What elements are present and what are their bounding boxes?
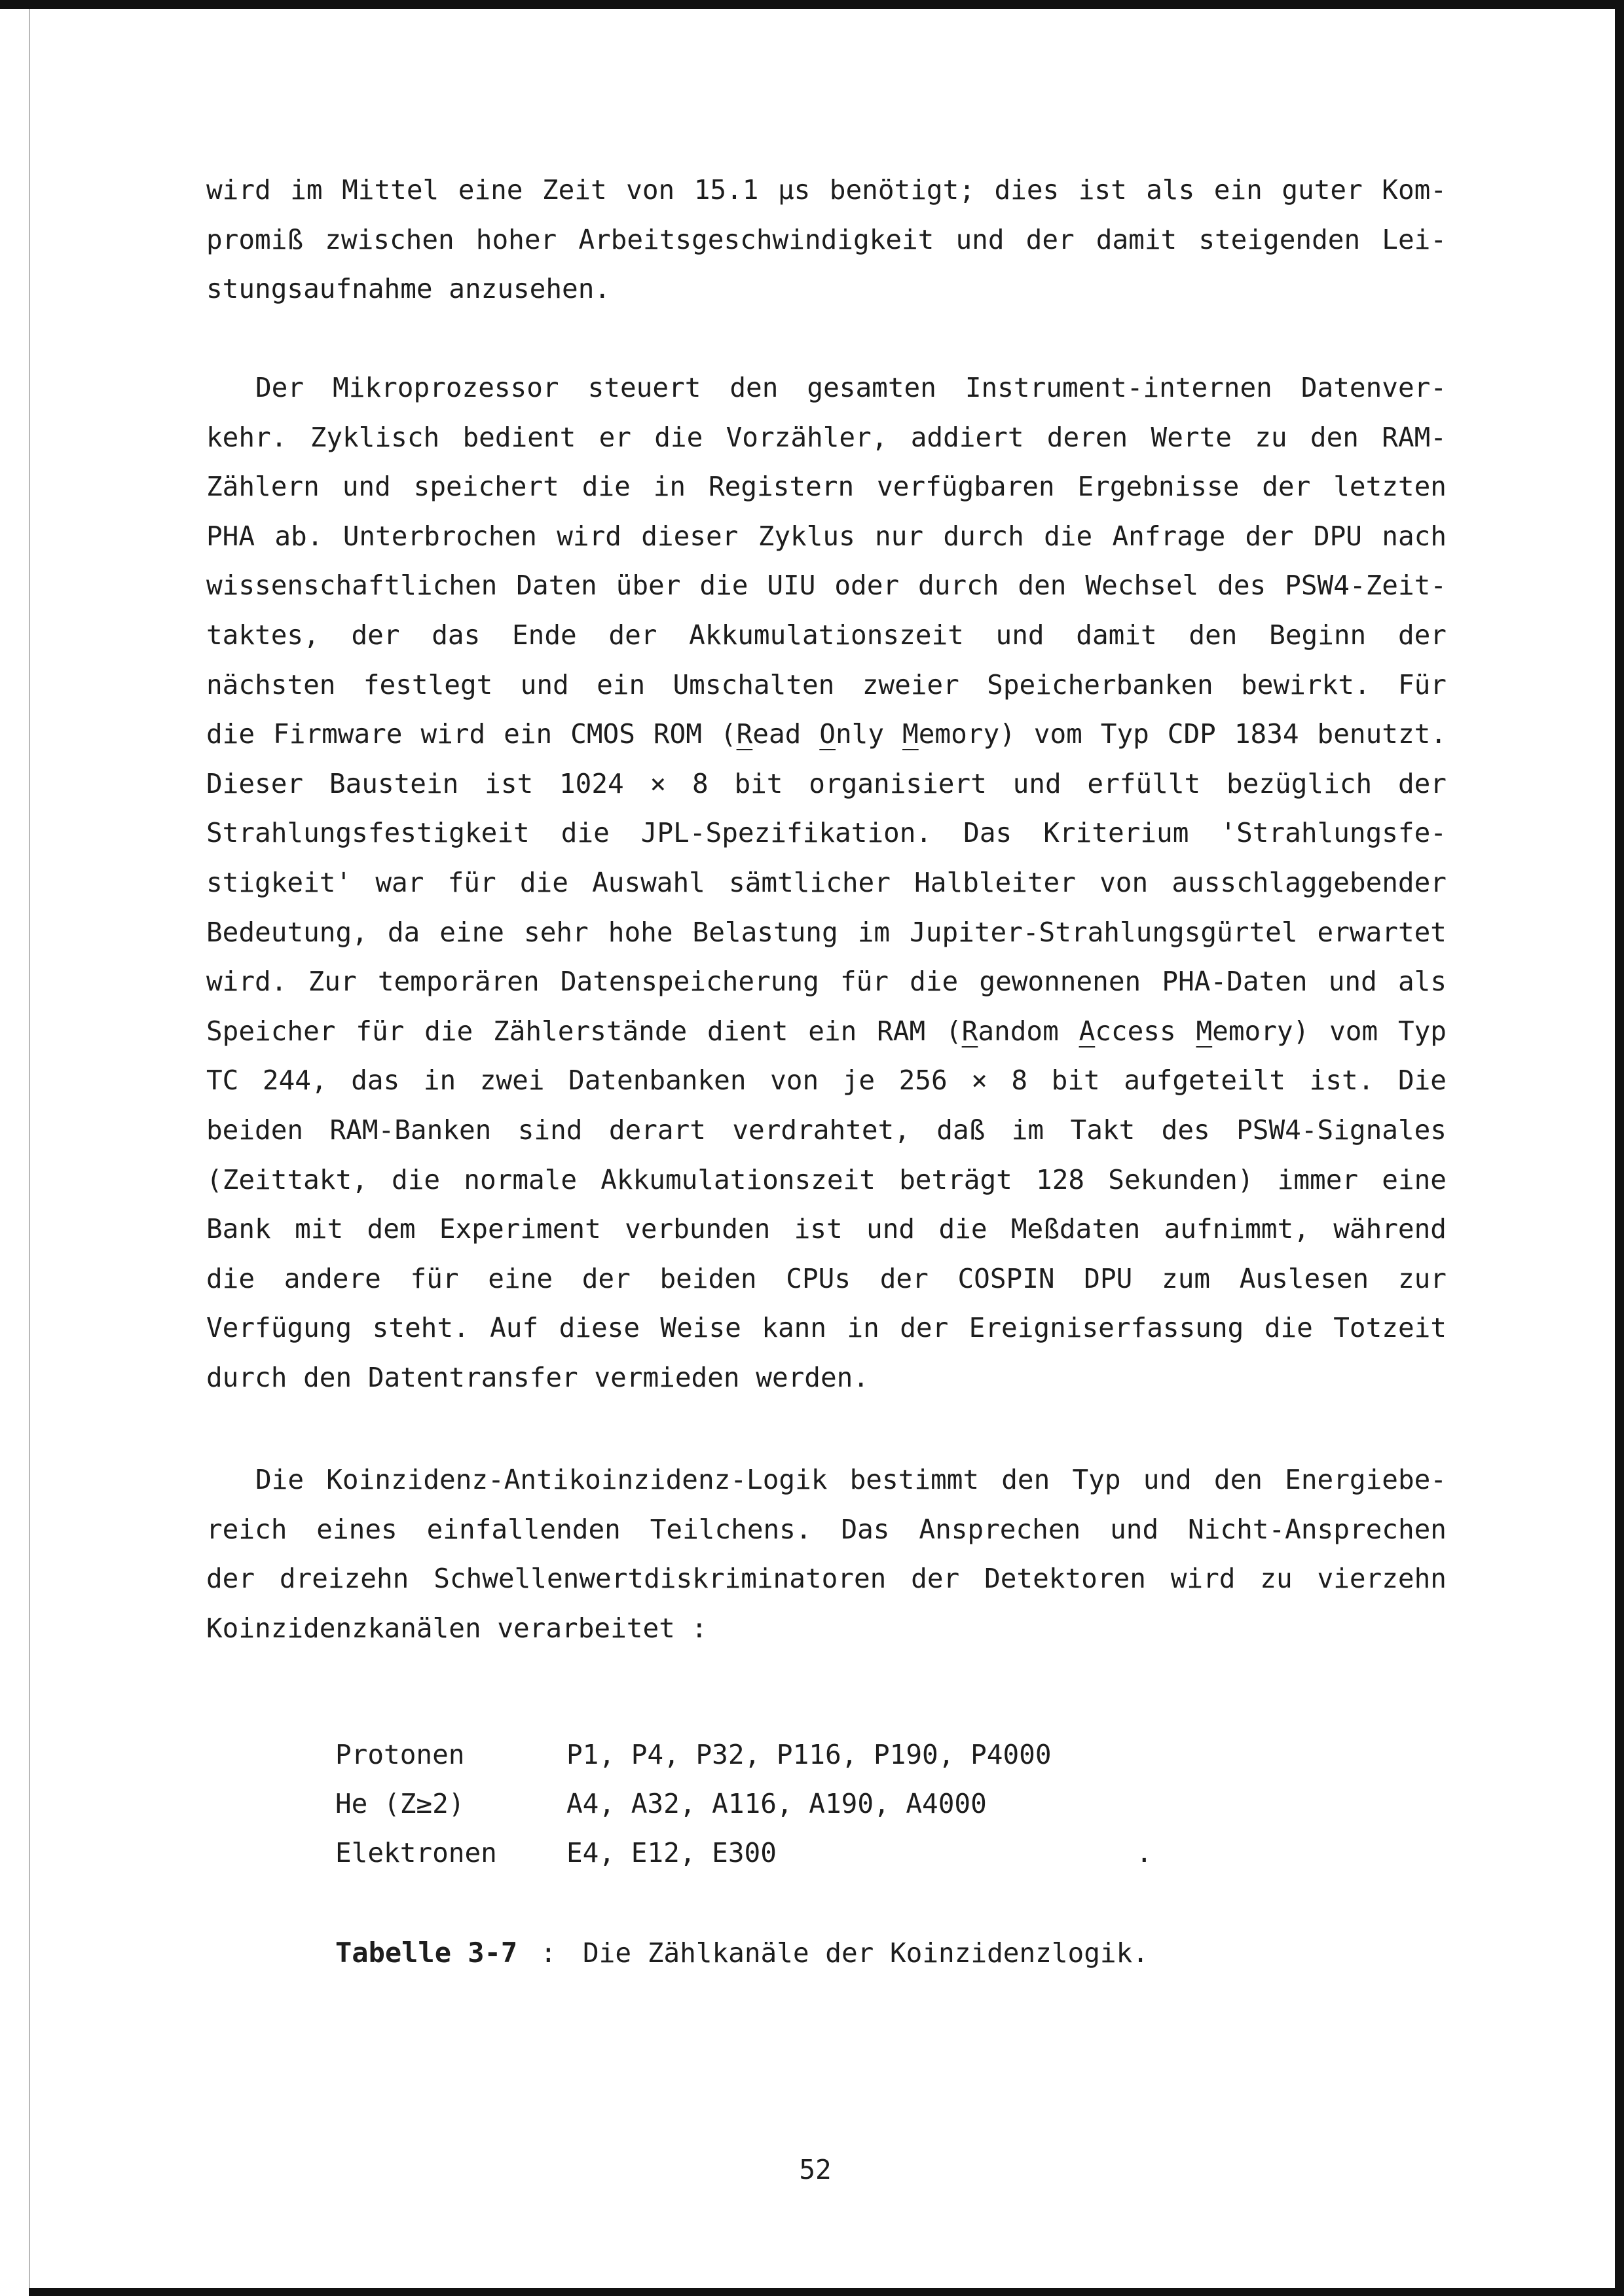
text-segment: beiden RAM-Banken sind derart verdrahtet, daß im Takt des PSW4-Signales xyxy=(206,1114,1447,1146)
text-line xyxy=(206,1056,1447,1106)
text-segment: PHA ab. Unterbrochen wird dieser Zyklus nur durch die Anfrage der DPU nach xyxy=(206,520,1447,552)
text-line xyxy=(206,264,1447,314)
text-segment: wird im Mittel eine Zeit von 15.1 μs benötigt; dies ist als ein guter Kom- xyxy=(206,174,1447,206)
trailing-period: . xyxy=(1136,1837,1153,1868)
table-row xyxy=(335,1730,1252,1779)
caption-separator: : xyxy=(540,1937,557,1969)
underlined-letter: M xyxy=(1196,1015,1213,1047)
table-row xyxy=(335,1829,1252,1878)
text-segment: Bank mit dem Experiment verbunden ist und die Meßdaten aufnimmt, während xyxy=(206,1213,1447,1245)
text-segment: emory) vom Typ xyxy=(1212,1015,1447,1047)
text-line xyxy=(206,413,1447,463)
text-segment: Koinzidenzkanälen verarbeitet : xyxy=(206,1612,708,1644)
text-line xyxy=(206,611,1447,661)
text-line xyxy=(206,759,1447,809)
particle-type-label: He (Z≥2) xyxy=(335,1788,465,1819)
scan-frame-left xyxy=(29,9,30,2288)
paragraph-coincidence-logic xyxy=(206,1455,1447,1653)
caption-text: Die Zählkanäle der Koinzidenzlogik. xyxy=(583,1937,1149,1969)
text-line xyxy=(206,1205,1447,1254)
text-segment: Strahlungsfestigkeit die JPL-Spezifikation. Das Kriterium 'Strahlungsfe- xyxy=(206,817,1447,849)
text-segment: ccess xyxy=(1095,1015,1196,1047)
text-segment: durch den Datentransfer vermieden werden. xyxy=(206,1361,870,1393)
table-row xyxy=(335,1779,1252,1829)
text-segment: die andere für eine der beiden CPUs der COSPIN DPU zum Auslesen zur xyxy=(206,1262,1447,1294)
text-segment: TC 244, das in zwei Datenbanken von je 256 × 8 bit aufgeteilt ist. Die xyxy=(206,1065,1447,1097)
text-line xyxy=(206,1254,1447,1304)
scan-frame-right xyxy=(1615,0,1624,2296)
text-segment: wissenschaftlichen Daten über die UIU oder durch den Wechsel des PSW4-Zeit- xyxy=(206,570,1447,602)
scan-frame-bottom xyxy=(29,2288,1624,2296)
text-segment: der dreizehn Schwellenwertdiskriminatoren der Detektoren wird zu vierzehn xyxy=(206,1563,1447,1595)
text-line xyxy=(206,1007,1447,1057)
text-line xyxy=(206,1455,1447,1505)
text-segment: wird. Zur temporären Datenspeicherung für die gewonnenen PHA-Daten und als xyxy=(206,966,1447,998)
text-segment: nächsten festlegt und ein Umschalten zweier Speicherbanken bewirkt. Für xyxy=(206,668,1447,701)
text-line xyxy=(206,166,1447,215)
text-line xyxy=(206,1156,1447,1205)
text-segment: kehr. Zyklisch bedient er die Vorzähler, addiert deren Werte zu den RAM- xyxy=(206,421,1447,453)
text-segment: andom xyxy=(978,1015,1079,1047)
text-segment: stigkeit' war für die Auswahl sämtlicher Halbleiter von ausschlaggebender xyxy=(206,866,1447,898)
text-segment: Zählern und speichert die in Registern verfügbaren Ergebnisse der letzten xyxy=(206,471,1447,503)
text-line xyxy=(206,661,1447,710)
text-segment: reich eines einfallenden Teilchens. Das Ansprechen und Nicht-Ansprechen xyxy=(206,1513,1447,1545)
text-segment: Verfügung steht. Auf diese Weise kann in der Ereigniserfassung die Totzeit xyxy=(206,1312,1447,1344)
text-line xyxy=(206,957,1447,1007)
text-segment: emory) vom Typ CDP 1834 benutzt. xyxy=(918,718,1447,750)
text-line xyxy=(206,512,1447,562)
text-line xyxy=(206,363,1447,413)
text-segment: Dieser Baustein ist 1024 × 8 bit organisiert und erfüllt bezüglich der xyxy=(206,767,1447,799)
text-line xyxy=(206,1106,1447,1156)
caption-label: Tabelle 3-7 xyxy=(335,1937,518,1969)
text-segment: Der Mikroprozessor steuert den gesamten Instrument-internen Datenver- xyxy=(255,372,1447,403)
text-segment: promiß zwischen hoher Arbeitsgeschwindigkeit und der damit steigenden Lei- xyxy=(206,223,1447,255)
text-line xyxy=(206,858,1447,908)
text-line xyxy=(206,215,1447,265)
text-segment: die Firmware wird ein CMOS ROM ( xyxy=(206,718,737,750)
scan-frame-top xyxy=(0,0,1624,9)
text-line xyxy=(206,809,1447,858)
text-line xyxy=(206,1505,1447,1555)
paragraph-microprocessor xyxy=(206,363,1447,1402)
table-caption xyxy=(335,1928,1383,1978)
underlined-letter: A xyxy=(1079,1015,1096,1047)
underlined-letter: O xyxy=(819,718,836,750)
text-line xyxy=(206,462,1447,512)
paragraph-continuation xyxy=(206,166,1447,314)
particle-type-label: Elektronen xyxy=(335,1837,497,1868)
text-segment: ead xyxy=(752,718,820,750)
text-line xyxy=(206,561,1447,611)
text-line xyxy=(206,908,1447,958)
text-segment: Speicher für die Zählerstände dient ein RAM ( xyxy=(206,1015,962,1047)
text-line xyxy=(206,1554,1447,1604)
underlined-letter: R xyxy=(736,718,753,750)
text-segment: (Zeittakt, die normale Akkumulationszeit beträgt 128 Sekunden) immer eine xyxy=(206,1163,1447,1195)
channel-list: A4, A32, A116, A190, A4000 xyxy=(566,1788,987,1819)
channel-list: P1, P4, P32, P116, P190, P4000 xyxy=(566,1739,1052,1770)
text-segment: Die Koinzidenz-Antikoinzidenz-Logik bestimmt den Typ und den Energiebe- xyxy=(255,1464,1447,1495)
particle-type-label: Protonen xyxy=(335,1739,465,1770)
text-segment: nly xyxy=(835,718,903,750)
text-line xyxy=(206,1353,1447,1403)
page-number: 52 xyxy=(799,2154,832,2185)
text-segment: Bedeutung, da eine sehr hohe Belastung im Jupiter-Strahlungsgürtel erwartet xyxy=(206,916,1447,948)
channel-list: E4, E12, E300 xyxy=(566,1837,777,1868)
text-line xyxy=(206,1303,1447,1353)
text-line xyxy=(206,710,1447,759)
underlined-letter: M xyxy=(902,718,919,750)
text-line xyxy=(206,1604,1447,1654)
text-segment: taktes, der das Ende der Akkumulationszeit und damit den Beginn der xyxy=(206,619,1447,651)
underlined-letter: R xyxy=(961,1015,978,1047)
coincidence-channel-table xyxy=(335,1730,1252,1878)
text-segment: stungsaufnahme anzusehen. xyxy=(206,273,611,305)
